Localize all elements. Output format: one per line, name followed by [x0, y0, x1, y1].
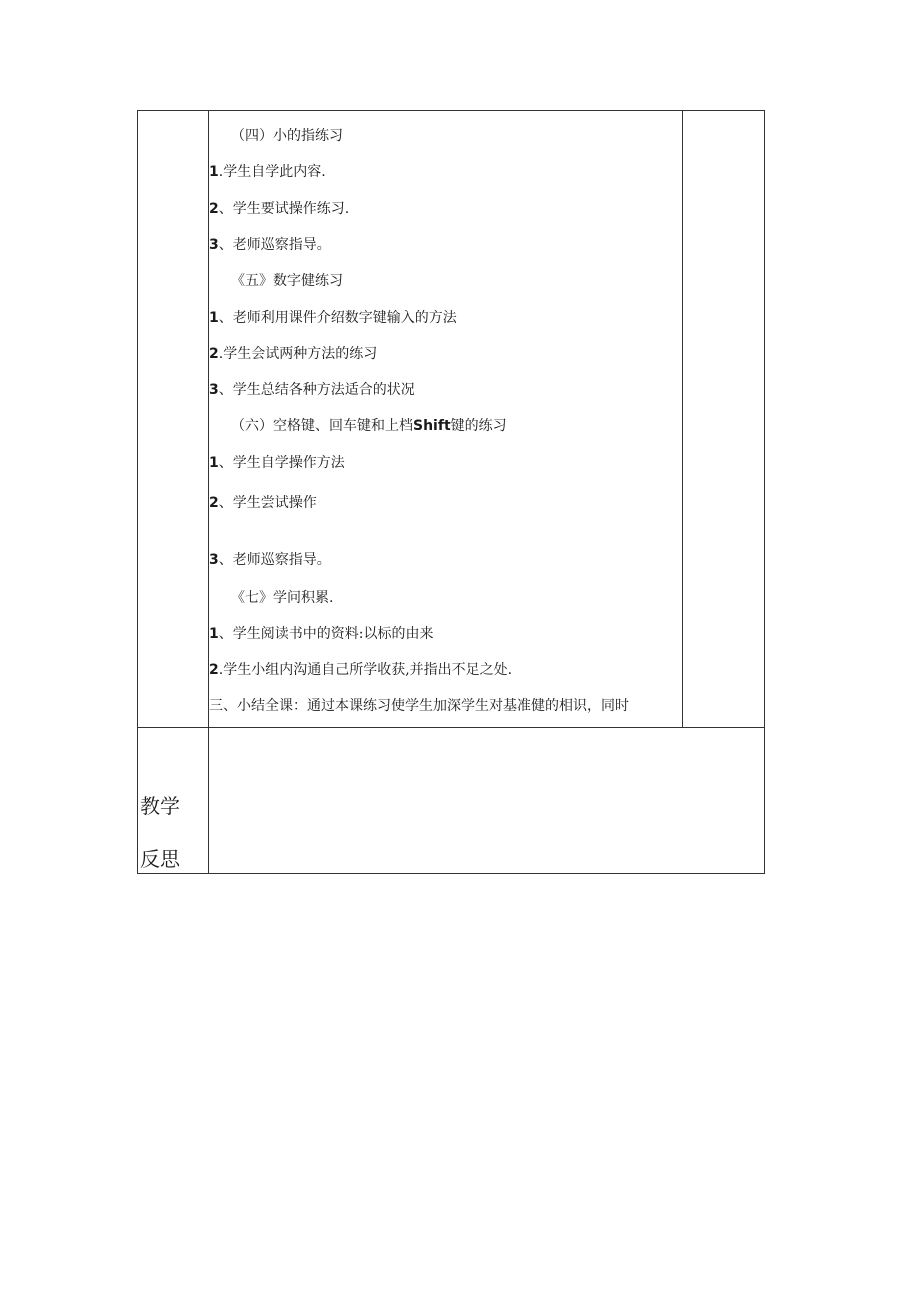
section-heading-5: 《五》数字健练习 [231, 273, 343, 289]
list-item: 3、学生总结各种方法适合的状况 [209, 382, 415, 398]
row-divider [138, 727, 764, 728]
list-item: 1、学生阅读书中的资料:以标的由来 [209, 626, 434, 642]
list-item: 2.学生小组内沟通自己所学收获,并指出不足之处. [209, 662, 513, 678]
section-heading-7: 《七》学问积累. [231, 590, 334, 606]
summary-line: 三、小结全课：通过本课练习使学生加深学生对基准健的相识，同时 [209, 698, 629, 714]
list-item: 1、老师利用课件介绍数字键输入的方法 [209, 310, 457, 326]
reflection-label-line1: 教学 [140, 794, 180, 818]
list-item: 2、学生尝试操作 [209, 495, 317, 511]
section-heading-6: （六）空格键、回车键和上档Shift键的练习 [231, 418, 507, 434]
list-item: 3、老师巡察指导。 [209, 552, 331, 568]
list-item: 1、学生自学操作方法 [209, 455, 345, 471]
column-divider-left [208, 111, 209, 873]
reflection-label-line2: 反思 [140, 847, 180, 871]
column-divider-right [682, 111, 683, 727]
section-heading-4: （四）小的指练习 [231, 128, 343, 144]
lesson-table [137, 110, 765, 874]
list-item: 1.学生自学此内容. [209, 164, 326, 180]
list-item: 3、老师巡察指导。 [209, 237, 331, 253]
list-item: 2、学生要试操作练习. [209, 201, 350, 217]
list-item: 2.学生会试两种方法的练习 [209, 346, 378, 362]
